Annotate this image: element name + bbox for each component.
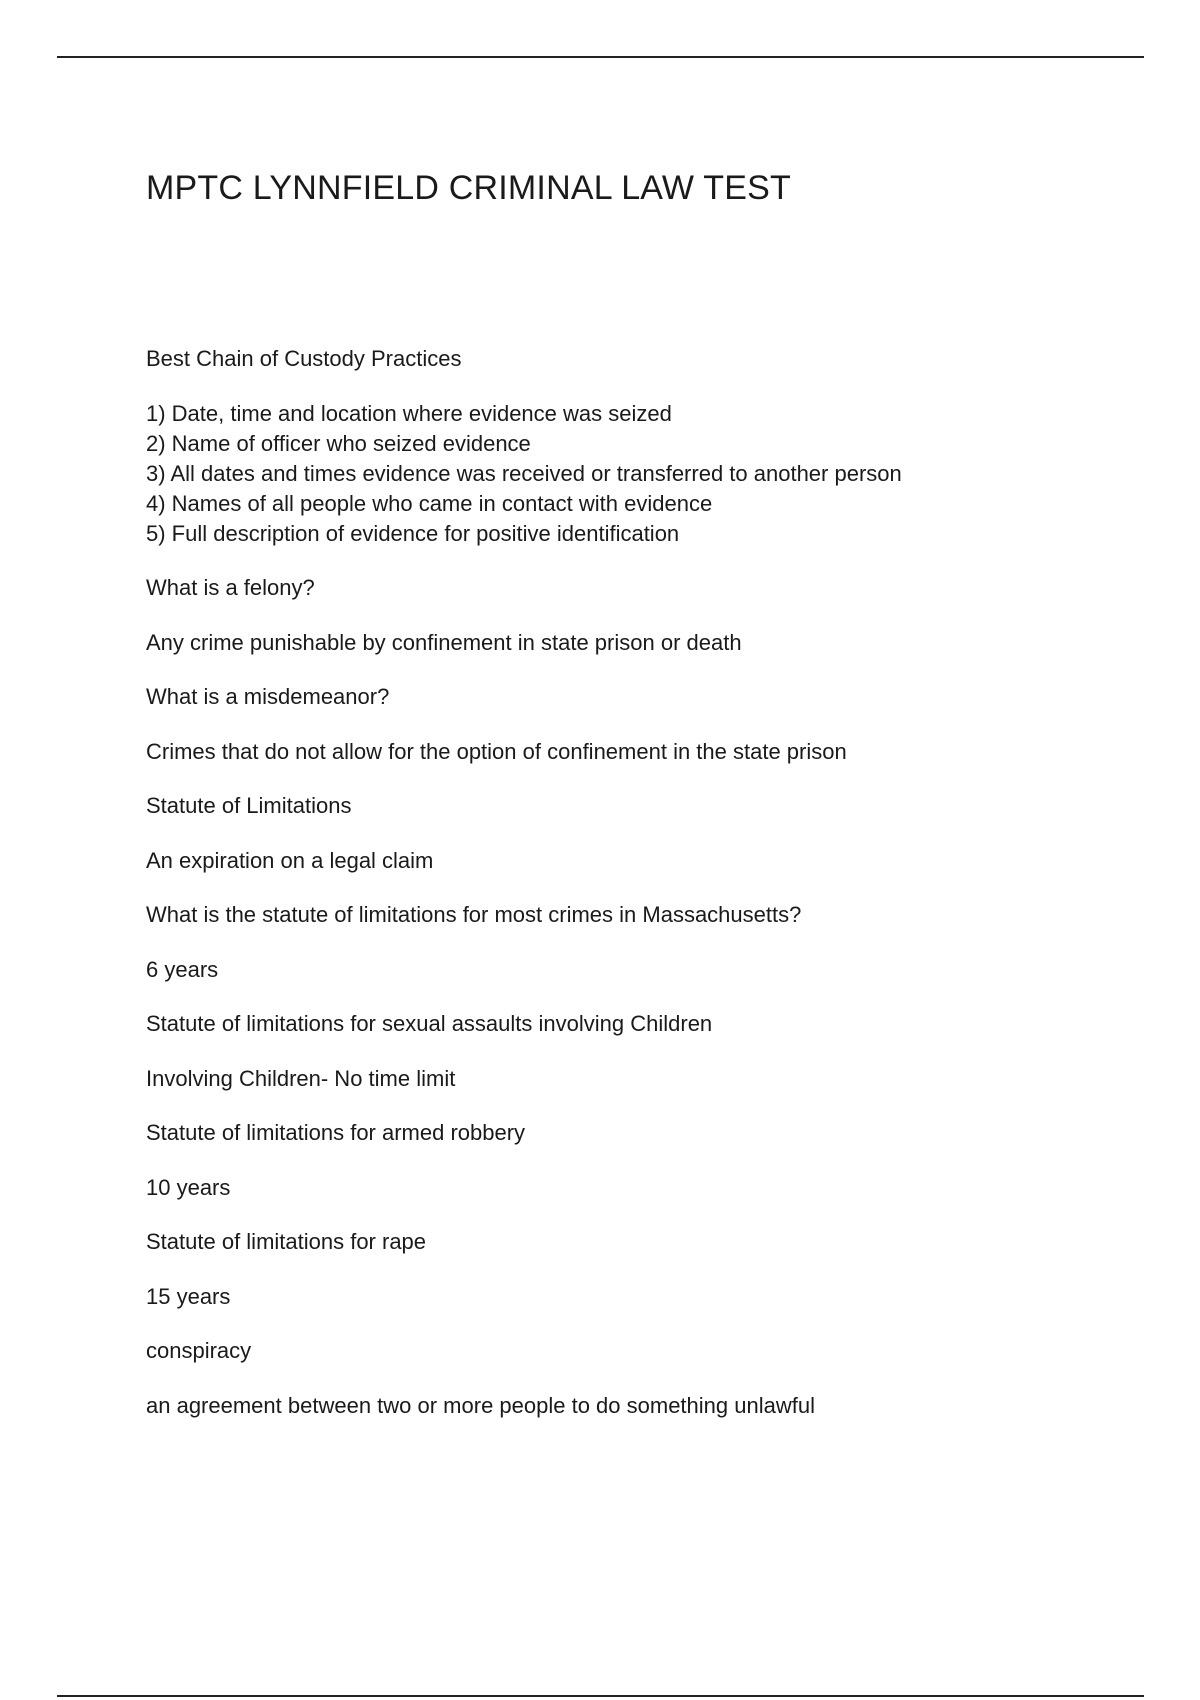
question-text: [146, 573, 1146, 603]
question-text: [146, 682, 1146, 712]
bottom-rule: [57, 1695, 1144, 1697]
text-line: An expiration on a legal claim: [146, 847, 434, 873]
text-line: Statute of Limitations: [146, 793, 352, 818]
top-rule: [57, 56, 1144, 58]
text-line: 6 years: [146, 956, 219, 982]
list-item: 1) Date, time and location where evidence was seized: [146, 400, 672, 426]
question-text: [146, 791, 1146, 821]
question-text: [146, 900, 1146, 930]
text-line: Statute of limitations for rape: [146, 1229, 427, 1254]
numbered-list: [146, 399, 1146, 549]
answer-text: [146, 1282, 1146, 1312]
text-line: Crimes that do not allow for the option of confinement in the state prison: [146, 738, 847, 764]
answer-text: [146, 1173, 1146, 1203]
page-title: MPTC LYNNFIELD CRIMINAL LAW TEST: [146, 169, 791, 207]
answer-text: [146, 1064, 1146, 1094]
question-text: [146, 1227, 1146, 1257]
text-line: 15 years: [146, 1283, 231, 1309]
text-line: an agreement between two or more people to do something unlawful: [146, 1392, 815, 1418]
question-text: [146, 1336, 1146, 1366]
answer-text: [146, 846, 1146, 876]
question-text: [146, 1118, 1146, 1148]
text-line: What is a felony?: [146, 575, 315, 600]
list-item: 2) Name of officer who seized evidence: [146, 430, 531, 456]
list-item: 3) All dates and times evidence was received or transferred to another person: [146, 460, 902, 486]
text-line: Statute of limitations for armed robbery: [146, 1120, 526, 1145]
text-line: conspiracy: [146, 1338, 252, 1363]
text-line: Involving Children- No time limit: [146, 1065, 456, 1091]
text-line: Statute of limitations for sexual assaults involving Children: [146, 1011, 713, 1036]
list-item: 4) Names of all people who came in contact with evidence: [146, 490, 713, 516]
text-line: Best Chain of Custody Practices: [146, 346, 462, 371]
text-line: What is a misdemeanor?: [146, 684, 390, 709]
text-line: 10 years: [146, 1174, 231, 1200]
text-line: What is the statute of limitations for most crimes in Massachusetts?: [146, 902, 802, 927]
qa-list: [146, 344, 1146, 1445]
answer-text: [146, 737, 1146, 767]
answer-text: [146, 1391, 1146, 1421]
question-text: [146, 344, 1146, 374]
answer-text: [146, 955, 1146, 985]
text-line: Any crime punishable by confinement in state prison or death: [146, 629, 742, 655]
answer-text: [146, 628, 1146, 658]
question-text: [146, 1009, 1146, 1039]
list-item: 5) Full description of evidence for positive identification: [146, 520, 680, 546]
